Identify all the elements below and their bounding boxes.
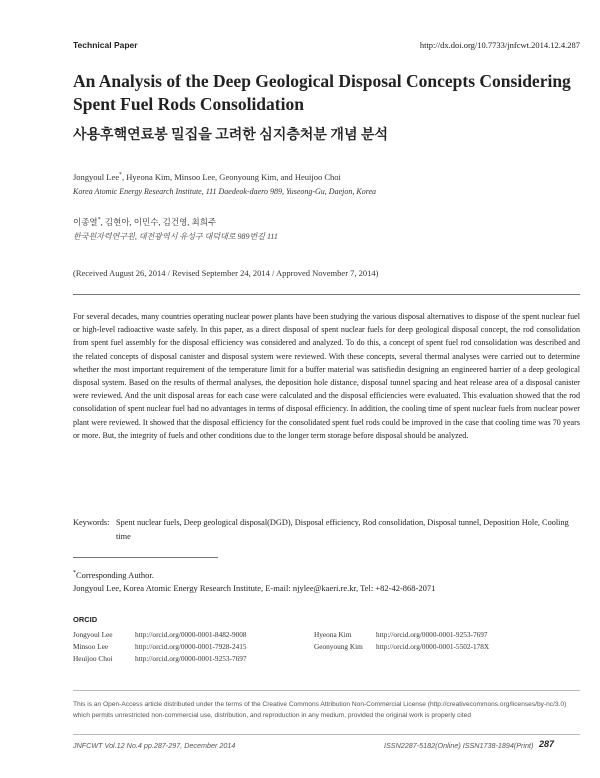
orcid-name: Minsoo Lee xyxy=(73,642,109,651)
orcid-link[interactable]: http://orcid.org/0000-0001-7928-2415 xyxy=(135,642,247,651)
issn-info: ISSN2287-5182(Online) ISSN1738-1894(Print) xyxy=(384,741,534,750)
orcid-name: Heuijoo Choi xyxy=(73,654,113,663)
keywords-block xyxy=(73,516,580,544)
corresponding-detail: Jongyoul Lee, Korea Atomic Energy Research Institute, E-mail: njylee@kaeri.re.kr, Tel: +82-42-868-2071 xyxy=(73,582,436,593)
page-number: 287 xyxy=(539,739,555,749)
orcid-row xyxy=(73,654,247,663)
affiliation-english: Korea Atomic Energy Research Institute, 111 Daedeok-daero 989, Yuseong-Gu, Daejon, Korea xyxy=(73,187,377,196)
orcid-link[interactable]: http://orcid.org/0000-0001-9253-7697 xyxy=(376,630,488,639)
author-list-korean xyxy=(73,216,216,228)
author-first: Jongyoul Lee xyxy=(73,172,120,182)
divider-license xyxy=(73,690,580,691)
paper-title: An Analysis of the Deep Geological Disposal Concepts Considering Spent Fuel Rods Consolidation xyxy=(73,71,571,114)
author-first-korean: 이종열 xyxy=(73,217,98,227)
abstract-text: For several decades, many countries operating nuclear power plants have been studying the various disposal alternatives to dispose of the spent nuclear fuel or high-level radioactive waste safely. In this paper, as a direct disposal of spent nuclear fuels for deep geological disposal concept, the rod consolidation from spent fuel assembly for the disposal efficiency was considered and analyzed. To do this, a concept of spent fuel rod consolidation was described and the related concepts of disposal canister and disposal system were reviewed. With these concepts, several thermal analyses were carried out to determine whether the most important requirement of the temperature limit for a buffer material was satisfiedin designing an engineered barrier of a deep geological disposal system. Based on the results of thermal analyses, the deposition hole distance, disposal tunnel spacing and heat release area of a disposal canister were reviewed. And the unit disposal areas for each case were calculated and the disposal efficiencies were evaluated. This evaluation showed that the rod consolidation of spent nuclear fuel had no advantages in terms of disposal efficiency. In addition, the cooling time of spent nuclear fuels from nuclear power plant were reviewed. It showed that the disposal efficiency for the consolidated spent fuel rods could be improved in the case that cooling time was 70 years or more. But, the integrity of fuels and other conditions due to the longer term storage before disposal should be analyzed. xyxy=(73,312,580,440)
license-text: This is an Open-Access article distributed under the terms of the Creative Commons Attribution Non-Commercial License (http://creativecommons.org/licenses/by-nc/3.0) which permits unrestricted non-commercial use, distribution, and reproduction in any medium, provided the original work is properly cited xyxy=(73,701,567,719)
corresponding-note-mark: * xyxy=(73,570,76,576)
keywords-text: Spent nuclear fuels, Deep geological disposal(DGD), Disposal efficiency, Rod consolidation, Disposal tunnel, Deposition Hole, Cooling time xyxy=(116,518,569,541)
corresponding-mark: * xyxy=(119,172,123,179)
orcid-link[interactable]: http://orcid.org/0000-0001-9253-7697 xyxy=(135,654,247,663)
orcid-name: Geonyoung Kim xyxy=(314,642,363,651)
orcid-heading: ORCID xyxy=(73,615,98,624)
orcid-name: Hyeona Kim xyxy=(314,630,352,639)
keywords-label: Keywords: xyxy=(73,518,110,527)
article-type-label: Technical Paper xyxy=(73,40,138,50)
divider-top xyxy=(73,294,580,295)
divider-footer xyxy=(73,734,580,735)
corresponding-author-note xyxy=(73,567,435,595)
divider-footnote xyxy=(73,557,218,558)
corresponding-label: Corresponding Author. xyxy=(76,569,154,580)
orcid-row xyxy=(73,642,247,651)
orcid-link[interactable]: http://orcid.org/0000-0001-5502-178X xyxy=(376,642,490,651)
orcid-link[interactable]: http://orcid.org/0000-0001-8482-9008 xyxy=(135,630,247,639)
doi-link[interactable]: http://dx.doi.org/10.7733/jnfcwt.2014.12.4.287 xyxy=(419,40,580,50)
author-rest: , Hyeona Kim, Minsoo Lee, Geonyoung Kim, and Heuijoo Choi xyxy=(122,172,341,182)
orcid-row xyxy=(314,630,488,639)
orcid-name: Jongyoul Lee xyxy=(73,630,113,639)
affiliation-korean: 한국원자력연구원, 대전광역시 유성구 대덕대로 989번길 111 xyxy=(73,232,278,241)
author-list-english xyxy=(73,172,341,182)
paper-title-korean: 사용후핵연료봉 밀집을 고려한 심지층처분 개념 분석 xyxy=(73,128,389,143)
author-rest-korean: , 김현아, 이민수, 김건영, 최희주 xyxy=(100,217,217,227)
journal-citation: JNFCWT Vol.12 No.4 pp.287-297, December 2014 xyxy=(73,741,236,750)
received-dates: (Received August 26, 2014 / Revised September 24, 2014 / Approved November 7, 2014) xyxy=(73,268,379,278)
orcid-row xyxy=(314,642,489,651)
corresponding-mark-korean: * xyxy=(97,217,101,224)
orcid-row xyxy=(73,630,247,639)
